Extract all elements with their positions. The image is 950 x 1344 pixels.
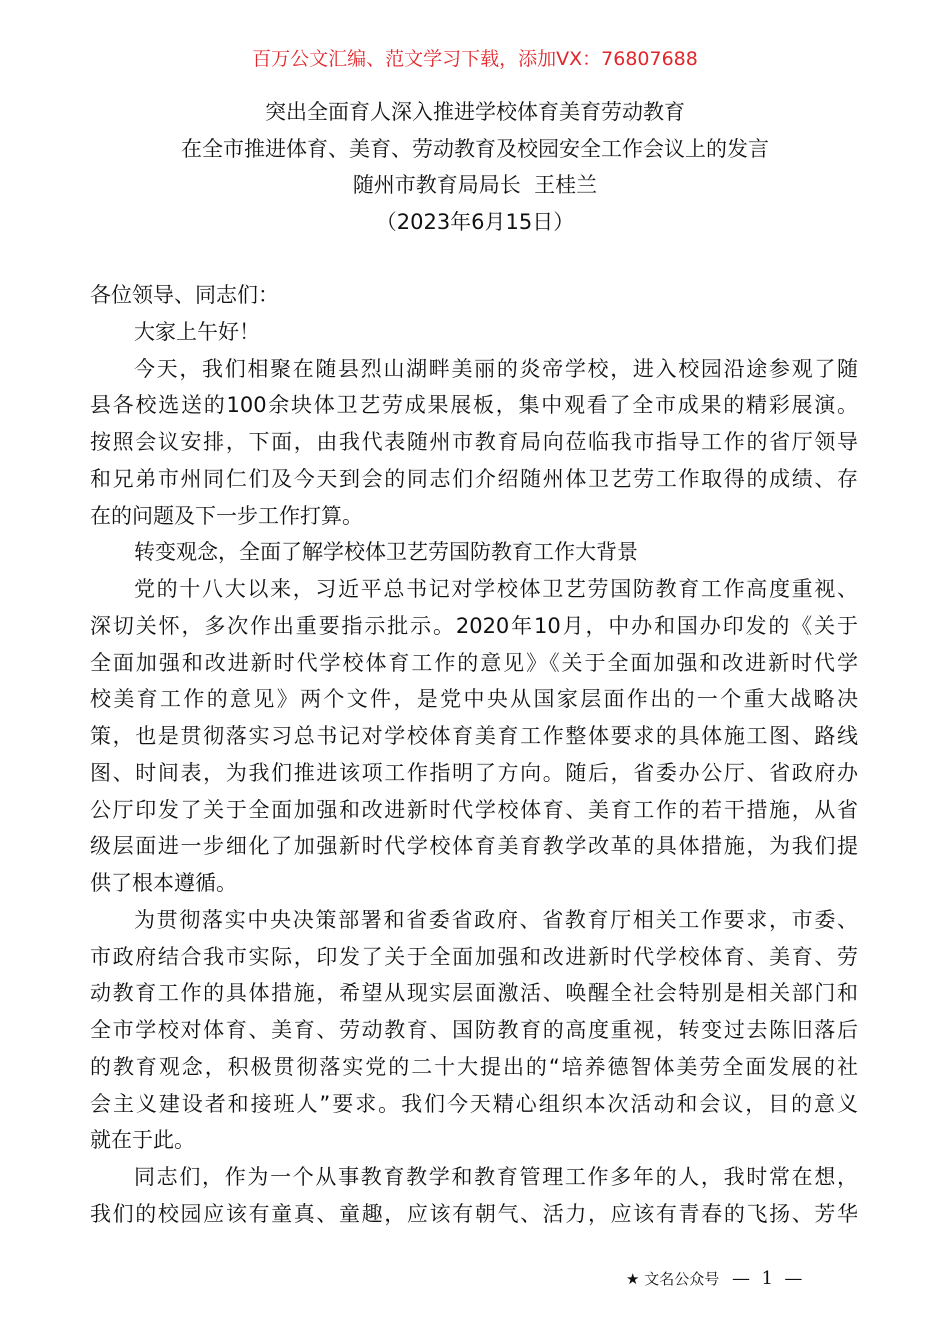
text-line: 市政府结合我市实际，印发了关于全面加强和改进新时代学校体育、美育、劳: [90, 944, 858, 969]
paragraph: [90, 277, 858, 314]
text-line: 全面加强和改进新时代学校体育工作的意见》《关于全面加强和改进新时代学: [90, 650, 858, 675]
subtitle: 在全市推进体育、美育、劳动教育及校园安全工作会议上的发言: [181, 136, 769, 161]
text-line: 深切关怀，多次作出重要指示批示。2020年10月，中办和国办印发的《关于: [90, 613, 858, 638]
paragraph: [90, 902, 858, 1159]
text-line: 县各校选送的100余块体卫艺劳成果展板，集中观看了全市成果的精彩展演。: [90, 393, 858, 418]
page-number: — 1 —: [732, 1268, 803, 1289]
text-line: 为贯彻落实中央决策部署和省委省政府、省教育厅相关工作要求，市委、: [134, 907, 858, 932]
text-line: 供了根本遵循。: [90, 871, 237, 895]
text-line: 党的十八大以来，习近平总书记对学校体卫艺劳国防教育工作高度重视、: [134, 577, 858, 601]
text-line: 级层面进一步细化了加强新时代学校体育美育教学改革的具体措施，为我们提: [90, 834, 858, 859]
text-line: 校美育工作的意见》两个文件，是党中央从国家层面作出的一个重大战略决: [90, 687, 858, 712]
text-line: 在的问题及下一步工作打算。: [90, 503, 363, 528]
text-line: 和兄弟市州同仁们及今天到会的同志们介绍随州体卫艺劳工作取得的成绩、存: [90, 466, 858, 491]
text-line: 今天，我们相聚在随县烈山湖畔美丽的炎帝学校，进入校园沿途参观了随: [134, 356, 858, 381]
page-footer: [626, 1266, 802, 1292]
title-block: [0, 94, 950, 241]
paragraph: [90, 351, 858, 535]
star-icon: ★: [626, 1270, 640, 1288]
text-line: 公厅印发了关于全面加强和改进新时代学校体育、美育工作的若干措施，从省: [90, 797, 858, 822]
date: （2023年6月15日）: [375, 210, 575, 235]
text-line: 按照会议安排，下面，由我代表随州市教育局向莅临我市指导工作的省厅领导: [90, 430, 858, 454]
text-line: 全市学校对体育、美育、劳动教育、国防教育的高度重视，转变过去陈旧落后: [90, 1018, 858, 1042]
download-banner: 百万公文汇编、范文学习下载，添加VX：76807688: [252, 48, 698, 70]
text-line: 各位领导、同志们：: [90, 283, 279, 307]
paragraph: [90, 571, 858, 902]
text-line: 转变观念，全面了解学校体卫艺劳国防教育工作大背景: [134, 540, 638, 565]
paragraph: [90, 1159, 858, 1233]
text-line: 的教育观念，积极贯彻落实党的二十大提出的“培养德智体美劳全面发展的社: [90, 1054, 858, 1079]
main-title: 突出全面育人深入推进学校体育美育劳动教育: [265, 100, 685, 124]
paragraph: [90, 534, 858, 571]
text-line: 同志们，作为一个从事教育教学和教育管理工作多年的人，我时常在想，: [134, 1165, 858, 1189]
author: 随州市教育局局长 王桂兰: [352, 173, 598, 198]
document-body: [90, 277, 858, 1233]
footer-label: 文名公众号: [644, 1270, 720, 1288]
text-line: 就在于此。: [90, 1128, 195, 1153]
paragraph: [90, 314, 858, 351]
text-line: 大家上午好！: [134, 319, 260, 344]
text-line: 动教育工作的具体措施，希望从现实层面激活、唤醒全社会特别是相关部门和: [90, 981, 858, 1006]
text-line: 图、时间表，为我们推进该项工作指明了方向。随后，省委办公厅、省政府办: [90, 760, 858, 785]
text-line: 策，也是贯彻落实习总书记对学校体育美育工作整体要求的具体施工图、路线: [90, 724, 858, 748]
text-line: 我们的校园应该有童真、童趣，应该有朝气、活力，应该有青春的飞扬、芳华: [90, 1201, 858, 1226]
text-line: 会主义建设者和接班人”要求。我们今天精心组织本次活动和会议，目的意义: [90, 1091, 858, 1116]
